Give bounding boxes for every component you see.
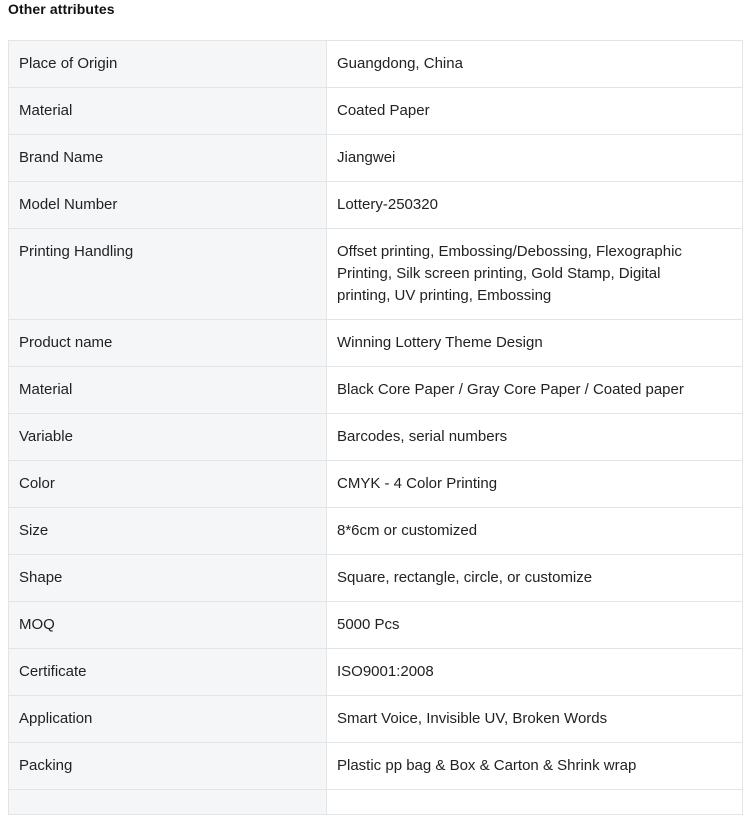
attributes-table <box>8 40 743 815</box>
attribute-label: Material <box>9 367 327 414</box>
attribute-value: Smart Voice, Invisible UV, Broken Words <box>327 696 743 743</box>
table-row <box>9 88 743 135</box>
attribute-label: MOQ <box>9 602 327 649</box>
attribute-label: Place of Origin <box>9 41 327 88</box>
attribute-value: Coated Paper <box>327 88 743 135</box>
attribute-value: Guangdong, China <box>327 41 743 88</box>
table-row <box>9 320 743 367</box>
attribute-label: Certificate <box>9 649 327 696</box>
table-row <box>9 135 743 182</box>
table-row <box>9 790 743 815</box>
attributes-table-body <box>9 41 743 815</box>
table-row <box>9 367 743 414</box>
table-row <box>9 555 743 602</box>
attribute-value <box>327 790 743 815</box>
attribute-label: Size <box>9 508 327 555</box>
attribute-value: Plastic pp bag & Box & Carton & Shrink wrap <box>327 743 743 790</box>
table-row <box>9 414 743 461</box>
table-row <box>9 229 743 320</box>
table-row <box>9 743 743 790</box>
attribute-value: Barcodes, serial numbers <box>327 414 743 461</box>
attribute-label: Shape <box>9 555 327 602</box>
table-row <box>9 41 743 88</box>
attribute-label: Packing <box>9 743 327 790</box>
attribute-value: CMYK - 4 Color Printing <box>327 461 743 508</box>
attribute-value: Jiangwei <box>327 135 743 182</box>
section-title: Other attributes <box>8 1 115 17</box>
attribute-value: Winning Lottery Theme Design <box>327 320 743 367</box>
attribute-value: 8*6cm or customized <box>327 508 743 555</box>
attribute-value: Square, rectangle, circle, or customize <box>327 555 743 602</box>
table-row <box>9 182 743 229</box>
attribute-label: Product name <box>9 320 327 367</box>
attribute-label: Variable <box>9 414 327 461</box>
attribute-value: 5000 Pcs <box>327 602 743 649</box>
table-row <box>9 696 743 743</box>
attribute-label: Color <box>9 461 327 508</box>
attribute-value: Black Core Paper / Gray Core Paper / Coated paper <box>327 367 743 414</box>
table-row <box>9 602 743 649</box>
table-row <box>9 649 743 696</box>
table-row <box>9 508 743 555</box>
attribute-label: Material <box>9 88 327 135</box>
attribute-label <box>9 790 327 815</box>
attribute-value: Lottery-250320 <box>327 182 743 229</box>
attribute-value: Offset printing, Embossing/Debossing, Flexographic Printing, Silk screen printing, Gold Stamp, Digital printing, UV printing, Embossing <box>327 229 743 320</box>
attribute-label: Model Number <box>9 182 327 229</box>
attribute-value: ISO9001:2008 <box>327 649 743 696</box>
attribute-label: Brand Name <box>9 135 327 182</box>
attribute-label: Printing Handling <box>9 229 327 320</box>
table-row <box>9 461 743 508</box>
attribute-label: Application <box>9 696 327 743</box>
